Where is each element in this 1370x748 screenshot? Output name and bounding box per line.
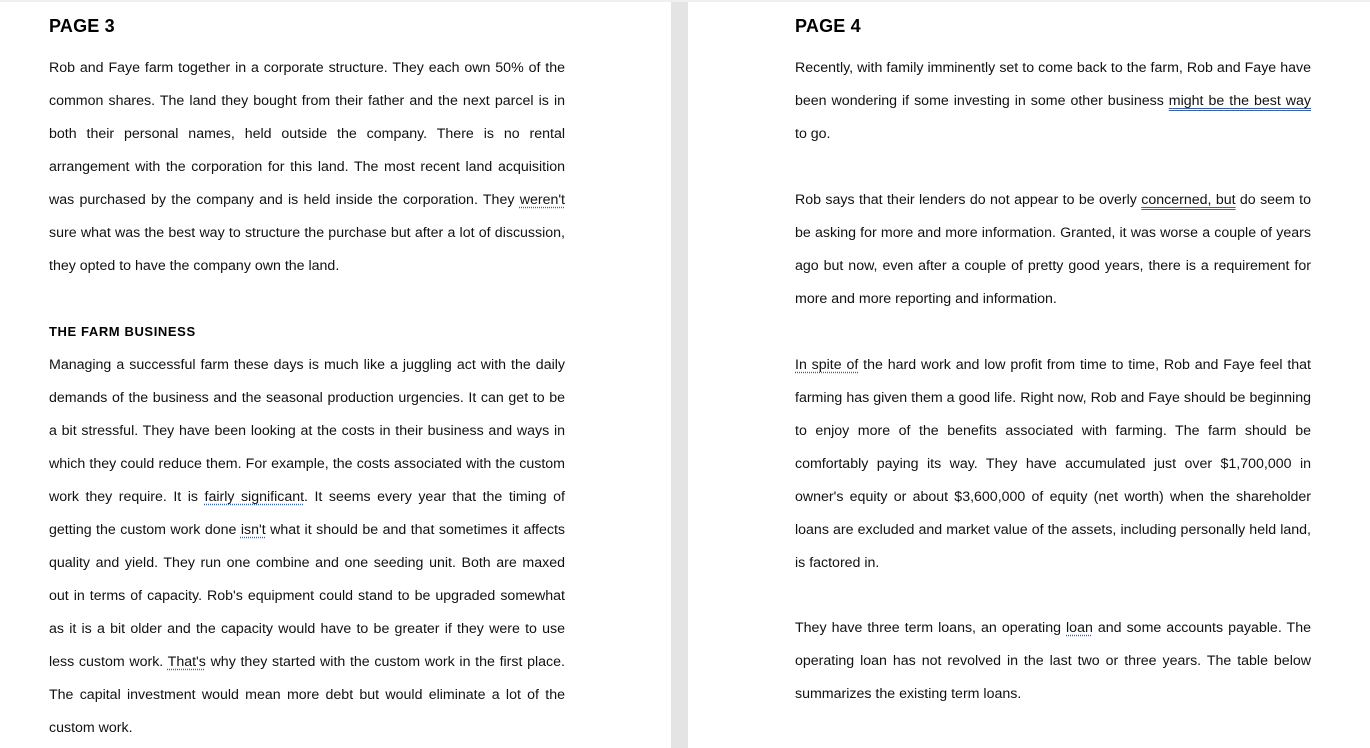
paragraph-investing[interactable] bbox=[795, 52, 1311, 151]
flagged-word[interactable]: isn't bbox=[240, 522, 266, 538]
flagged-word[interactable]: fairly significant bbox=[204, 489, 305, 505]
page-title: PAGE 4 bbox=[795, 16, 861, 36]
text-run: why they started with the custom work in the first place. The capital investment would mean more debt but would eliminate a lot of the custom work. bbox=[49, 654, 565, 736]
text-run: to go. bbox=[795, 126, 831, 142]
text-run: Rob says that their lenders do not appear to be overly bbox=[795, 192, 1142, 208]
text-run: what it should be and that sometimes it affects quality and yield. They run one combine and one seeding unit. Both are maxed out in terms of capacity. Rob's equipment could stand to be upgraded somewhat as it is a bit older and the capacity would have to be greater if they were to use less custom work. bbox=[49, 522, 565, 670]
page-4 bbox=[688, 2, 1370, 748]
paragraph-good-life[interactable] bbox=[795, 349, 1311, 580]
page-title: PAGE 3 bbox=[49, 16, 115, 36]
flagged-word[interactable]: weren't bbox=[519, 192, 565, 208]
text-run: the hard work and low profit from time to time, Rob and Faye feel that farming has given them a good life. Right now, Rob and Faye should be beginning to enjoy more of the benefits associated with farming. The farm should be comfortably paying its way. They have accumulated just over $1,700,000 in owner's equity or about $3,600,000 of equity (net worth) when the shareholder loans are excluded and market value of the assets, including personally held land, is factored in. bbox=[795, 357, 1311, 571]
text-run: do seem to be asking for more and more information. Granted, it was worse a couple of years ago but now, even after a couple of pretty good years, there is a requirement for more and more reporting and information. bbox=[795, 192, 1311, 307]
text-run: They have three term loans, an operating bbox=[795, 620, 1067, 636]
paragraph-lenders[interactable] bbox=[795, 184, 1311, 316]
flagged-phrase[interactable]: concerned, but bbox=[1141, 192, 1236, 208]
flagged-phrase[interactable]: In spite of bbox=[795, 357, 859, 373]
page-3 bbox=[0, 2, 671, 748]
paragraph-loans[interactable] bbox=[795, 612, 1311, 711]
flagged-word[interactable]: That's bbox=[167, 654, 206, 670]
text-run: Recently, with family imminently set to come back to the farm, Rob and Faye have been wondering if some investing in some other business bbox=[795, 60, 1311, 109]
flagged-word[interactable]: loan bbox=[1066, 620, 1093, 636]
text-run: sure what was the best way to structure the purchase but after a lot of discussion, they opted to have the company own the land. bbox=[49, 225, 565, 274]
text-run: and some accounts payable. The operating loan has not revolved in the last two or three years. The table below summarizes the existing term loans. bbox=[795, 620, 1311, 702]
section-heading: THE FARM BUSINESS bbox=[49, 324, 196, 339]
text-run: Managing a successful farm these days is much like a juggling act with the daily demands of the business and the seasonal production urgencies. It can get to be a bit stressful. They have been looking at the costs in their business and ways in which they could reduce them. For example, the costs associated with the custom work they require. It is bbox=[49, 357, 565, 505]
flagged-phrase[interactable]: might be the best way bbox=[1168, 93, 1311, 109]
paragraph-farm-business[interactable] bbox=[49, 349, 565, 745]
text-run: Rob and Faye farm together in a corporate structure. They each own 50% of the common shares. The land they bought from their father and the next parcel is in both their personal names, held outside the company. There is no rental arrangement with the corporation for this land. The most recent land acquisition was purchased by the company and is held inside the corporation. They bbox=[49, 60, 565, 208]
paragraph-ownership[interactable] bbox=[49, 52, 565, 283]
text-run: . It seems every year that the timing of getting the custom work done bbox=[49, 489, 565, 538]
